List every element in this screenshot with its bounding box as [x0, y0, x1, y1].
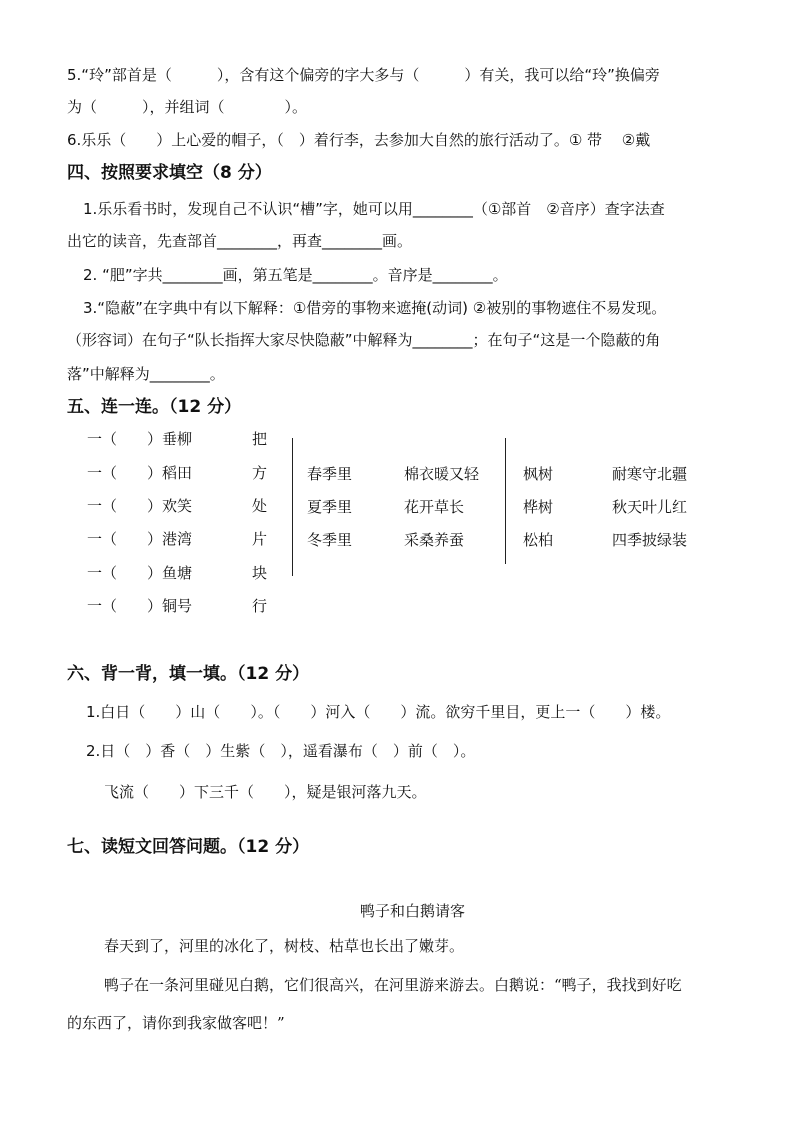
s4-q3-line1: 3.“隐蔽”在字典中有以下解释：①借旁的事物来遮掩(动词) ②被别的事物遮住不易发现。 — [83, 299, 667, 317]
tree: 松柏 — [523, 531, 554, 549]
section6-heading: 六、背一背，填一填。（12 分） — [67, 664, 310, 684]
story-para1: 春天到了，河里的冰化了，树枝、枯草也长出了嫩芽。 — [104, 937, 465, 955]
q5-line2: 为（ ），并组词（ ）。 — [67, 98, 308, 116]
measure-word: 片 — [252, 530, 268, 548]
s4-q3-line2: （形容词）在句子“队长指挥大家尽快隐蔽”中解释为________；在句子“这是一个隐蔽的角 — [67, 331, 661, 349]
s6-q2-line2: 飞流（ ）下三千（ ），疑是银河落九天。 — [104, 783, 427, 801]
left-item: 一（ ）欢笑 — [87, 497, 193, 515]
left-item: 一（ ）垂柳 — [87, 430, 193, 448]
season: 春季里 — [307, 465, 353, 483]
season-scene: 采桑养蚕 — [404, 531, 465, 549]
left-item: 一（ ）铜号 — [87, 597, 193, 615]
s6-q1: 1.白日（ ）山（ ）。（ ）河入（ ）流。欲穷千里目，更上一（ ）楼。 — [86, 703, 671, 721]
left-item: 一（ ）鱼塘 — [87, 564, 193, 582]
tree-trait: 四季披绿装 — [612, 531, 688, 549]
q5-line1: 5.“玲”部首是（ ），含有这个偏旁的字大多与（ ）有关，我可以给“玲”换偏旁 — [67, 66, 660, 84]
measure-word: 块 — [252, 564, 268, 582]
measure-word: 行 — [252, 597, 268, 615]
s4-q2: 2. “肥”字共________画，第五笔是________。音序是________。 — [83, 266, 508, 284]
story-para2-line2: 的东西了，请你到我家做客吧！” — [67, 1014, 285, 1032]
s6-q2-line1: 2.日（ ）香（ ）生紫（ ），遥看瀑布（ ）前（ ）。 — [86, 742, 476, 760]
season: 夏季里 — [307, 498, 353, 516]
s4-q1-line1: 1.乐乐看书时，发现自己不认识“槽”字，她可以用________（①部首 ②音序）查字法查 — [83, 200, 665, 218]
section7-heading: 七、读短文回答问题。（12 分） — [67, 837, 310, 857]
tree: 枫树 — [523, 465, 554, 483]
left-item: 一（ ）港湾 — [87, 530, 193, 548]
s4-q3-line3: 落”中解释为________。 — [67, 365, 225, 383]
season-scene: 花开草长 — [404, 498, 465, 516]
tree-trait: 耐寒守北疆 — [612, 465, 688, 483]
tree-trait: 秋天叶儿红 — [612, 498, 688, 516]
left-item: 一（ ）稻田 — [87, 464, 193, 482]
s4-q1-line2: 出它的读音，先查部首________，再查________画。 — [67, 232, 413, 250]
section4-heading: 四、按照要求填空（8 分） — [67, 163, 272, 183]
section5-heading: 五、连一连。（12 分） — [67, 397, 242, 417]
tree: 桦树 — [523, 498, 554, 516]
measure-word: 处 — [252, 497, 268, 515]
measure-word: 把 — [252, 430, 268, 448]
measure-word: 方 — [252, 464, 268, 482]
season: 冬季里 — [307, 531, 353, 549]
q6-line: 6.乐乐（ ）上心爱的帽子，（ ）着行李，去参加大自然的旅行活动了。① 带 ②戴 — [67, 131, 651, 149]
divider-line — [505, 438, 506, 564]
story-title: 鸭子和白鹅请客 — [360, 902, 466, 920]
story-para2-line1: 鸭子在一条河里碰见白鹅，它们很高兴，在河里游来游去。白鹅说：“鸭子，我找到好吃 — [104, 976, 682, 994]
season-scene: 棉衣暖又轻 — [404, 465, 480, 483]
divider-line — [292, 438, 293, 576]
